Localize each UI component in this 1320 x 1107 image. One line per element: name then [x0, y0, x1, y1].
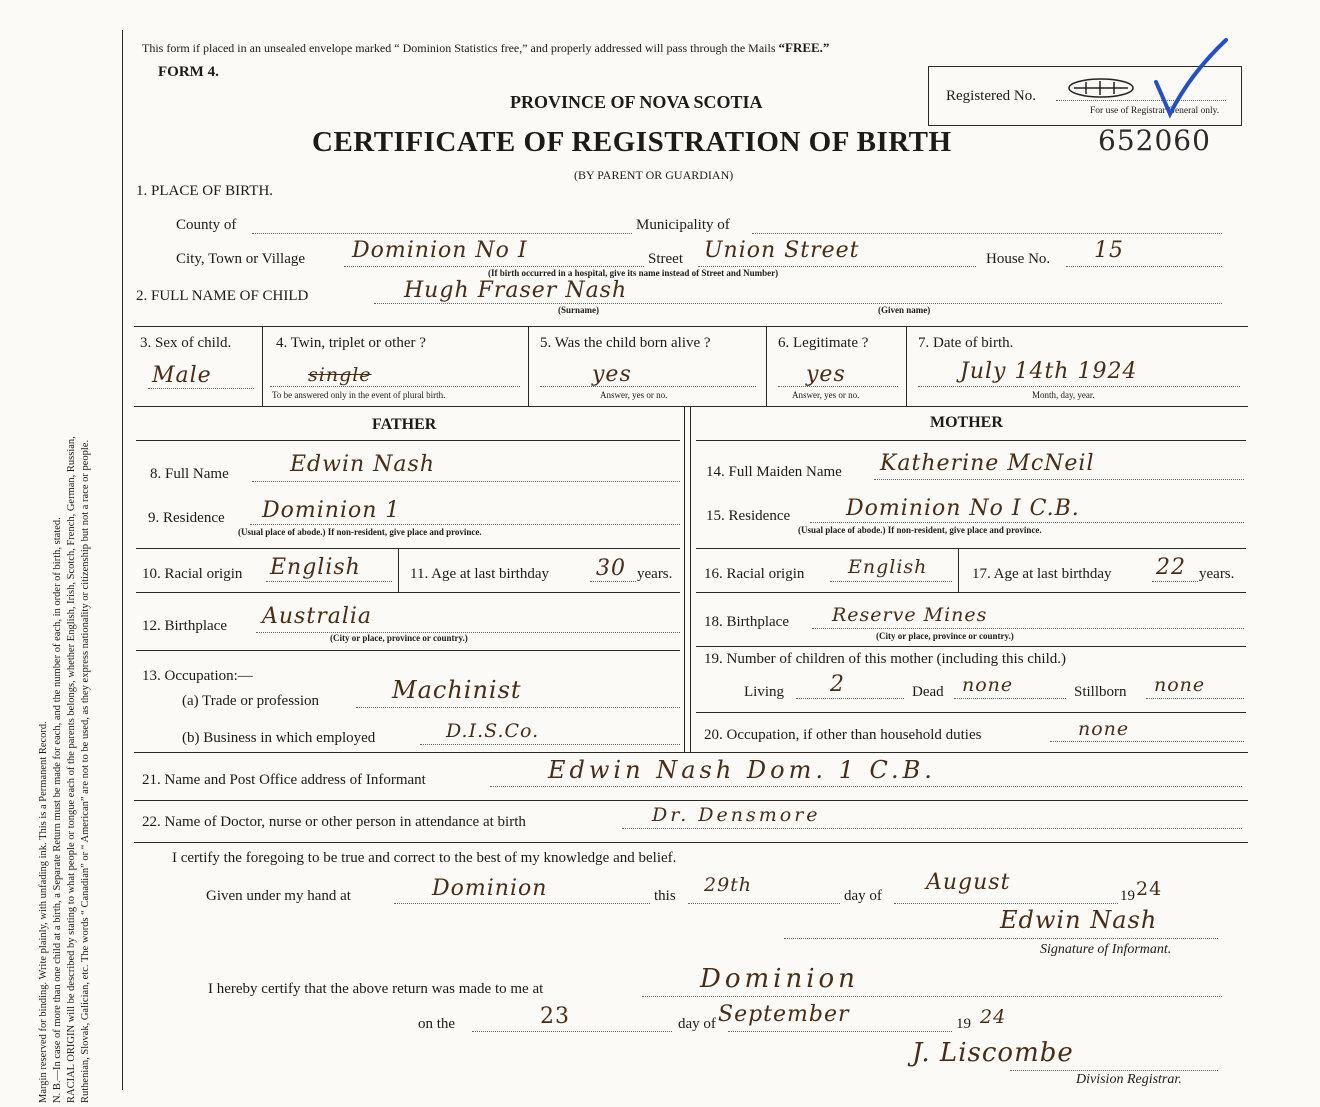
father-residence-label: 9. Residence: [148, 510, 225, 526]
registrar-statement: I hereby certify that the above return was made to me at: [208, 981, 544, 997]
margin-notes: [37, 33, 93, 1103]
mother-heading: MOTHER: [930, 414, 1003, 431]
mother-age-value: 22: [1156, 555, 1186, 580]
registrar-label: Division Registrar.: [1076, 1072, 1182, 1087]
given-day-of-label: day of: [844, 888, 882, 904]
father-heading: FATHER: [372, 416, 437, 433]
mother-residence-value: Dominion No I C.B.: [846, 496, 1080, 521]
mother-children-label: 19. Number of children of this mother (including this child.): [704, 651, 1067, 667]
mother-living-label: Living: [744, 684, 784, 700]
given-month: August: [926, 870, 1011, 895]
informant-value: Edwin Nash Dom. 1 C.B.: [548, 756, 936, 784]
mother-racial-label: 16. Racial origin: [704, 566, 805, 582]
free-word: “FREE.”: [778, 40, 830, 55]
mother-racial-value: English: [848, 556, 928, 578]
informant-signature: Edwin Nash: [1000, 906, 1158, 934]
postal-note: This form if placed in an unsealed envelope marked “ Dominion Statistics free,” and properly addressed will pass through the Mails “FREE.”: [142, 40, 830, 55]
margin-note-1: Margin reserved for binding. Write plainly, with unfading ink. This is a Permanent Record.: [38, 721, 49, 1103]
mother-residence-label: 15. Residence: [706, 508, 791, 524]
informant-label: 21. Name and Post Office address of Informant: [142, 772, 426, 788]
given-name-note: (Given name): [878, 305, 931, 315]
father-age-label: 11. Age at last birthday: [410, 566, 549, 582]
this-label: this: [654, 888, 676, 904]
father-business-value: D.I.S.Co.: [446, 720, 540, 742]
mother-residence-note: (Usual place of abode.) If non-resident, give place and province.: [798, 525, 1042, 535]
crossed-number-icon: [1066, 76, 1136, 100]
father-residence-note: (Usual place of abode.) If non-resident, give place and province.: [238, 527, 482, 537]
father-trade-value: Machinist: [392, 676, 522, 704]
certificate-subtitle: (BY PARENT OR GUARDIAN): [574, 168, 734, 182]
registrar-day-of-label: day of: [678, 1016, 716, 1032]
margin-rule: [122, 30, 123, 1090]
informant-signature-label: Signature of Informant.: [1040, 942, 1172, 957]
twin-label: 4. Twin, triplet or other ?: [276, 335, 426, 351]
province-title: PROVINCE OF NOVA SCOTIA: [510, 92, 763, 112]
legitimate-value: yes: [806, 362, 846, 387]
registrar-note: For use of Registrar General only.: [1090, 106, 1220, 116]
sex-label: 3. Sex of child.: [140, 335, 232, 351]
father-age-value: 30: [596, 556, 626, 581]
city-label: City, Town or Village: [176, 251, 306, 267]
registrar-place: Dominion: [700, 964, 859, 994]
alive-note: Answer, yes or no.: [600, 390, 668, 400]
father-occupation-label: 13. Occupation:—: [142, 668, 253, 684]
registered-number: 652060: [1098, 124, 1211, 157]
father-name-label: 8. Full Name: [150, 466, 229, 482]
given-place: Dominion: [432, 876, 548, 901]
father-racial-value: English: [270, 555, 361, 580]
registrar-month: September: [718, 1002, 850, 1027]
father-business-label: (b) Business in which employed: [182, 730, 376, 746]
mother-name-value: Katherine McNeil: [880, 451, 1095, 476]
house-value: 15: [1094, 238, 1124, 263]
margin-note-4: Ruthenian, Slovak, Galician, etc. The words “ Canadian” or “ American” are not to be used, as they express nationality or citizenship but not a race or people.: [80, 439, 91, 1103]
dob-value: July 14th 1924: [960, 359, 1138, 384]
street-label: Street: [648, 251, 683, 267]
mother-dead-value: none: [962, 674, 1014, 696]
given-year: 24: [1136, 878, 1163, 900]
father-name-value: Edwin Nash: [290, 452, 435, 477]
registrar-year: 24: [980, 1006, 1007, 1028]
child-name-label: 2. FULL NAME OF CHILD: [136, 288, 309, 304]
house-label: House No.: [986, 251, 1051, 267]
father-birthplace-note: (City or place, province or country.): [330, 633, 468, 643]
mother-birthplace-label: 18. Birthplace: [704, 614, 789, 630]
city-value: Dominion No I: [352, 238, 528, 263]
mother-occupation-value: none: [1078, 718, 1130, 740]
form-number: FORM 4.: [158, 64, 219, 80]
surname-note: (Surname): [558, 305, 599, 315]
certificate-title: CERTIFICATE OF REGISTRATION OF BIRTH: [312, 126, 952, 158]
father-racial-label: 10. Racial origin: [142, 566, 243, 582]
mother-dead-label: Dead: [912, 684, 944, 700]
twin-value: single: [308, 364, 372, 386]
mother-birthplace-note: (City or place, province or country.): [876, 631, 1014, 641]
registrar-year-prefix: 19: [956, 1016, 971, 1032]
county-label: County of: [176, 217, 237, 233]
registrar-signature: J. Liscombe: [912, 1038, 1074, 1068]
dob-label: 7. Date of birth.: [918, 335, 1014, 351]
registered-label: Registered No.: [946, 88, 1036, 104]
given-label: Given under my hand at: [206, 888, 351, 904]
hospital-note: (If birth occurred in a hospital, give its name instead of Street and Number): [488, 268, 779, 278]
doctor-label: 22. Name of Doctor, nurse or other person in attendance at birth: [142, 814, 526, 830]
margin-note-2: N. B.—In case of more than one child at a birth, a Separate Return must be made for each, and the number of each, in order of birth, stated.: [52, 517, 63, 1103]
mother-years-label: years.: [1199, 566, 1235, 582]
sex-value: Male: [152, 363, 212, 388]
twin-note: To be answered only in the event of plural birth.: [272, 390, 446, 400]
father-years-label: years.: [637, 566, 673, 582]
given-year-prefix: 19: [1120, 888, 1135, 904]
checkmark-icon: [1150, 34, 1230, 124]
dob-note: Month, day, year.: [1032, 390, 1095, 400]
mother-birthplace-value: Reserve Mines: [832, 604, 988, 626]
father-birthplace-value: Australia: [262, 604, 373, 629]
municipality-label: Municipality of: [636, 217, 730, 233]
mother-living-value: 2: [830, 672, 845, 697]
child-name-value: Hugh Fraser Nash: [404, 278, 628, 303]
father-residence-value: Dominion 1: [262, 498, 401, 523]
certify-statement: I certify the foregoing to be true and correct to the best of my knowledge and belief.: [172, 850, 677, 866]
legitimate-note: Answer, yes or no.: [792, 390, 860, 400]
mother-occupation-label: 20. Occupation, if other than household duties: [704, 727, 982, 743]
doctor-value: Dr. Densmore: [652, 804, 821, 826]
margin-note-3: RACIAL ORIGIN will be described by stating to what people or tongue each of the parents belongs, whether English, Irish, Scotch, French, German, Russian,: [66, 436, 77, 1103]
mother-stillborn-value: none: [1154, 674, 1206, 696]
father-birthplace-label: 12. Birthplace: [142, 618, 227, 634]
mother-age-label: 17. Age at last birthday: [972, 566, 1112, 582]
registrar-day: 23: [540, 1004, 570, 1029]
street-value: Union Street: [704, 238, 860, 263]
mother-stillborn-label: Stillborn: [1074, 684, 1127, 700]
alive-label: 5. Was the child born alive ?: [540, 335, 711, 351]
given-day: 29th: [704, 874, 753, 896]
registrar-on-the-label: on the: [418, 1016, 456, 1032]
alive-value: yes: [592, 362, 632, 387]
mother-name-label: 14. Full Maiden Name: [706, 464, 842, 480]
place-heading: 1. PLACE OF BIRTH.: [136, 183, 274, 199]
father-trade-label: (a) Trade or profession: [182, 693, 320, 709]
legitimate-label: 6. Legitimate ?: [778, 335, 869, 351]
